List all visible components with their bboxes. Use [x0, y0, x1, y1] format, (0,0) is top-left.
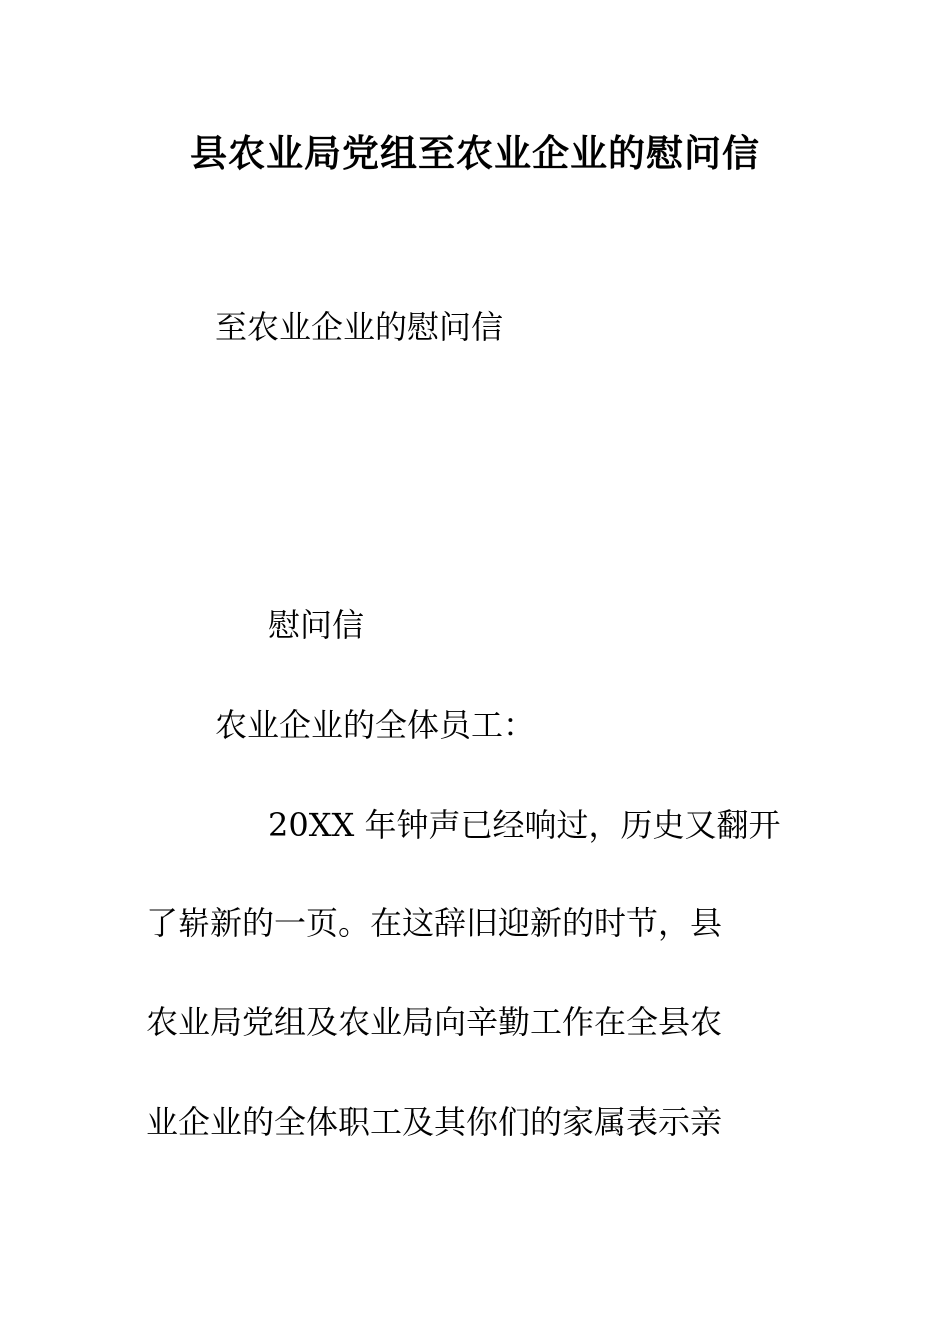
letter-heading: 慰问信: [268, 606, 365, 644]
body-line: 业企业的全体职工及其你们的家属表示亲: [146, 1103, 723, 1141]
document-subtitle: 至农业企业的慰问信: [215, 308, 504, 346]
body-line: 了崭新的一页。在这辞旧迎新的时节，县: [146, 904, 723, 942]
salutation: 农业企业的全体员工：: [215, 706, 536, 744]
document-title: 县农业局党组至农业企业的慰问信: [190, 131, 760, 175]
body-line: 20XX 年钟声已经响过，历史又翻开: [268, 806, 781, 844]
body-line: 农业局党组及农业局向辛勤工作在全县农: [146, 1003, 723, 1041]
